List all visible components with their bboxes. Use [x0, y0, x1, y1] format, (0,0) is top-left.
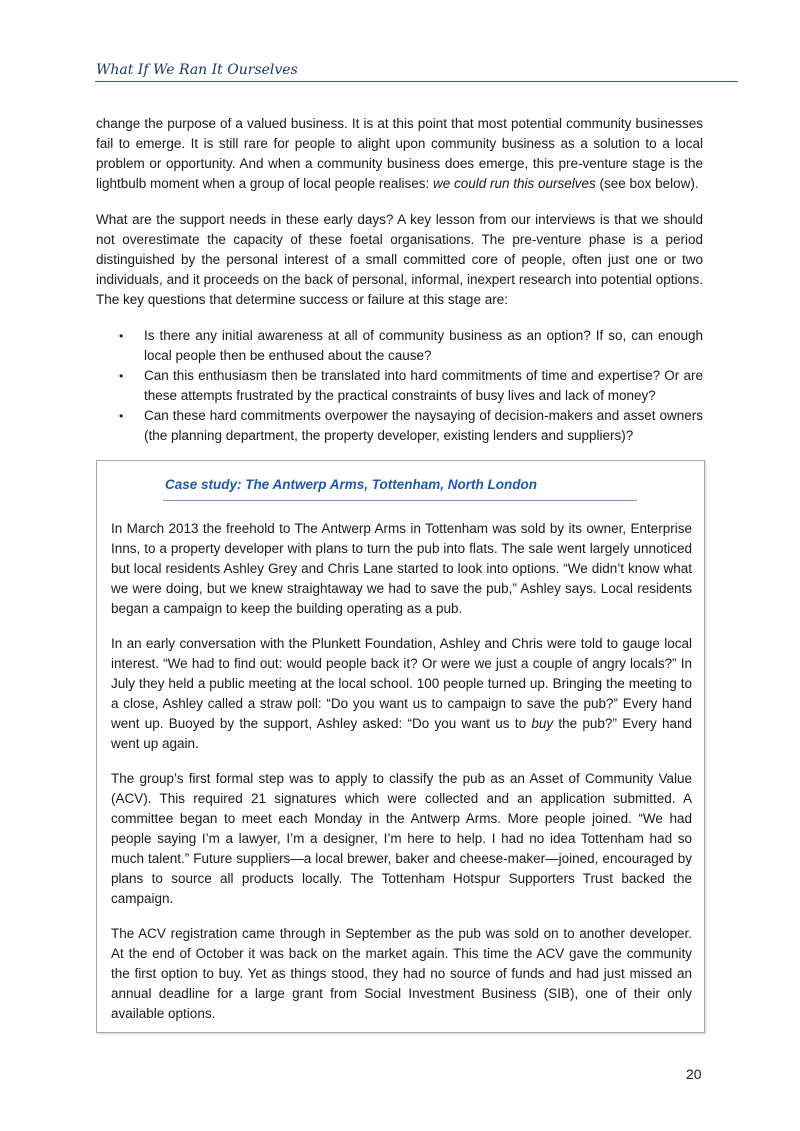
list-item [119, 326, 703, 366]
case-study-paragraph-2 [111, 634, 692, 754]
case-study-paragraph-4: The ACV registration came through in September as the pub was sold on to another developer. At the end of October it was back on the market again. This time the ACV gave the community the first option to buy. Yet as things stood, they had no source of funds and had just missed an annual deadline for a large grant from Social Investment Business (SIB), one of their only available options. [111, 926, 692, 1021]
key-questions-list [96, 326, 703, 446]
bullet-icon: • [119, 409, 124, 423]
page-number: 20 [686, 1066, 702, 1082]
running-header-title: What If We Ran It Ourselves [96, 62, 298, 78]
case-study-paragraph-2-lead: In an early conversation with the Plunkett Foundation, Ashley and Chris were told to gauge local interest. “We had to find out: would people back it? Or were we just a couple of angry locals?” In July they held a public meeting at the local school. 100 people turned up. Bringing the meeting to a close, Ashley called a straw poll: “Do you want us to campaign to save the pub?” Every hand went up. Buoyed by the support, Ashley asked: “Do you want us to [111, 636, 692, 731]
case-study-title: Case study: The Antwerp Arms, Tottenham, North London [165, 477, 538, 492]
case-study-paragraph-2-emphasis: buy [531, 716, 554, 731]
list-item-text: Can this enthusiasm then be translated into hard commitments of time and expertise? Or are these attempts frustrated by the practical constraints of busy lives and lack of money? [144, 368, 703, 403]
page-content [96, 114, 703, 1033]
intro-paragraph-1-lead: change the purpose of a valued business. It is at this point that most potential community businesses fail to emerge. It is still rare for people to alight upon community business as a solution to a local problem or opportunity. And when a community business does emerge, this pre-venture stage is the lightbulb moment when a group of local people realises: [96, 116, 703, 191]
case-study-divider [163, 500, 637, 501]
list-item [119, 366, 703, 406]
bullet-icon: • [119, 329, 124, 343]
intro-paragraph-2: What are the support needs in these early days? A key lesson from our interviews is that we should not overestimate the capacity of these foetal organisations. The pre-venture phase is a period distinguished by the personal interest of a small committed core of people, often just one or two individuals, and it proceeds on the back of personal, informal, inexpert research into potential options. The key questions that determine success or failure at this stage are: [96, 212, 703, 307]
case-study-paragraph-2-tail: the pub?” Every hand went up again. [111, 716, 692, 751]
header-divider [95, 81, 738, 82]
list-item-text: Is there any initial awareness at all of community business as an option? If so, can enough local people then be enthused about the cause? [144, 328, 703, 363]
case-study-paragraph-3: The group’s first formal step was to apply to classify the pub as an Asset of Community Value (ACV). This required 21 signatures which were collected and an application submitted. A committee began to meet each Monday in the Antwerp Arms. More people joined. “We had people saying I’m a lawyer, I’m a designer, I’m here to help. I had no idea Tottenham had so much talent.” Future suppliers—a local brewer, baker and cheese-maker—joined, encouraged by plans to source all products locally. The Tottenham Hotspur Supporters Trust backed the campaign. [111, 771, 692, 906]
list-item-text: Can these hard commitments overpower the naysaying of decision-makers and asset owners (the planning department, the property developer, existing lenders and suppliers)? [144, 408, 703, 443]
case-study-paragraph-1: In March 2013 the freehold to The Antwerp Arms in Tottenham was sold by its owner, Enterprise Inns, to a property developer with plans to turn the pub into flats. The sale went largely unnoticed but local residents Ashley Grey and Chris Lane started to look into options. “We didn’t know what we were doing, but we knew straightaway we had to save the pub,” Ashley says. Local residents began a campaign to keep the building operating as a pub. [111, 521, 692, 616]
bullet-icon: • [119, 369, 124, 383]
intro-paragraph-1-tail: (see box below). [595, 176, 699, 191]
intro-paragraph-1-emphasis: we could run this ourselves [432, 176, 596, 191]
list-item [119, 406, 703, 446]
intro-paragraph-1 [96, 114, 703, 194]
case-study-box [96, 460, 705, 1033]
